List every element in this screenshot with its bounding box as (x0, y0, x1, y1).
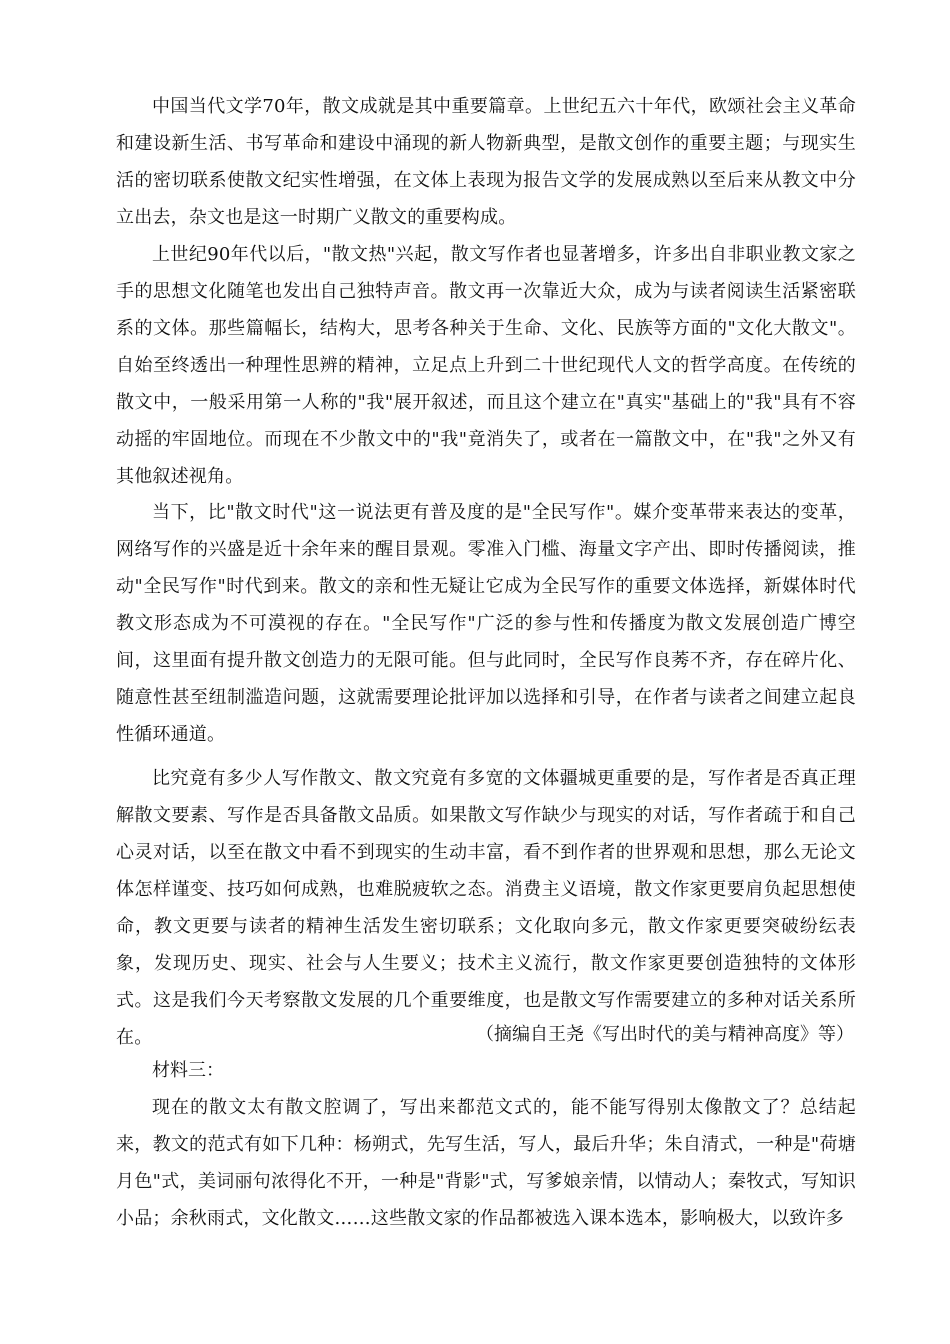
material-three-label: 材料三： (152, 1060, 224, 1081)
paragraph-4: 比究竟有多少人写作散文、散文究竟有多宽的文体疆城更重要的是，写作者是否真正理解散文要素、写作是否具备散文品质。如果散文写作缺少与现实的对话，写作者疏于和自己心灵对话，以至在散文中看不到现实的生动丰富，看不到作者的世界观和思想，那么无论文体怎样谨变、技巧如何成熟，也难脱疲软之态。消费主义语境，散文作家更要肩负起思想使命，教文更要与读者的精神生活发生密切联系；文化取向多元，散文作家更要突破纷纭表象，发现历史、现实、社会与人生要义；技术主义流行，散文作家更要创造独特的文体形式。这是我们今天考察散文发展的几个重要维度，也是散文写作需要建立的多种对话关系所在。 (116, 768, 856, 1048)
paragraph-2: 上世纪90年代以后，"散文热"兴起，散文写作者也显著增多，许多出自非职业教文家之手的思想文化随笔也发出自己独特声音。散文再一次靠近大众，成为与读者阅读生活紧密联系的文体。那些篇幅长，结构大，思考各种关于生命、文化、民族等方面的"文化大散文"。自始至终透出一种理性思辨的精神，立足点上升到二十世纪现代人文的哲学高度。在传统的散文中，一般采用第一人称的"我"展开叙述，而且这个建立在"真实"基础上的"我"具有不容动摇的牢固地位。而现在不少散文中的"我"竟消失了，或者在一篇散文中，在"我"之外又有其他叙述视角。 (116, 244, 856, 487)
material-three-text: 现在的散文太有散文腔调了，写出来都范文式的，能不能写得别太像散文了？总结起来，教文的范式有如下几种：杨朔式，先写生活，写人，最后升华；朱自清式，一种是"荷塘月色"式，美词丽句浓得化不开，一种是"背影"式，写爹娘亲情，以情动人；秦牧式，写知识小品；余秋雨式，文化散文……这些散文家的作品都被选入课本选本，影响极大，以致许多 (116, 1097, 856, 1229)
paragraph-3: 当下，比"散文时代"这一说法更有普及度的是"全民写作"。媒介变革带来表达的变革，网络写作的兴盛是近十余年来的醒目景观。零准入门槛、海量文字产出、即时传播阅读，推动"全民写作"时代到来。散文的亲和性无疑让它成为全民写作的重要文体选择，新媒体时代教文形态成为不可漠视的存在。"全民写作"广泛的参与性和传播度为散文发展创造广博空间，这里面有提升散文创造力的无限可能。但与此同时，全民写作良莠不齐，存在碎片化、随意性甚至纽制滥造问题，这就需要理论批评加以选择和引导，在作者与读者之间建立起良性循环通道。 (116, 502, 856, 745)
paragraph-1: 中国当代文学70年，散文成就是其中重要篇章。上世纪五六十年代，欧颂社会主义革命和建设新生活、书写革命和建设中涌现的新人物新典型，是散文创作的重要主题；与现实生活的密切联系使散文纪实性增强，在文体上表现为报告文学的发展成熟以至后来从教文中分立出去，杂文也是这一时期广义散文的重要构成。 (116, 96, 856, 228)
source-citation: （摘编自王尧《写出时代的美与精神高度》等） (476, 1024, 854, 1045)
